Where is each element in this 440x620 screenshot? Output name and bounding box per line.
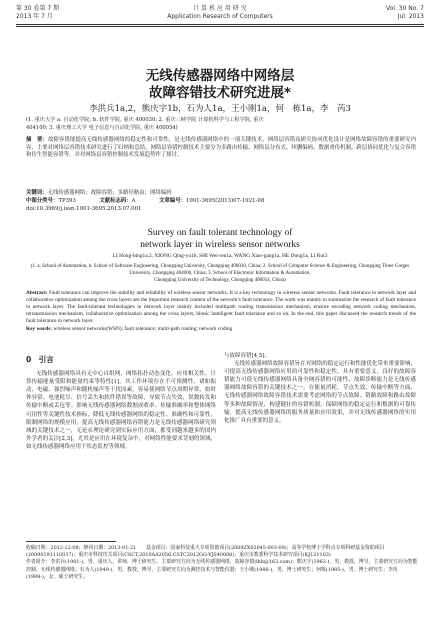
keywords-label: 关键词： — [26, 190, 48, 196]
doc-label: 文献标志码： — [99, 198, 132, 204]
english-affil-line2: Chongqing University of Technology, Chongqing 400054, China) — [154, 278, 286, 283]
paper-title-line2: 故障容错技术研究进展* — [148, 85, 292, 101]
art-label: 文章编号： — [159, 198, 186, 204]
header-volume-issue: 第 30 卷第 7 期 — [16, 5, 60, 12]
classification-line — [26, 198, 416, 206]
english-abstract — [26, 290, 416, 333]
paper-affiliations — [26, 116, 420, 132]
footnote-rule — [26, 541, 116, 542]
paper-title — [20, 68, 420, 102]
header-rule-bottom — [16, 26, 424, 27]
header-journal — [16, 5, 424, 21]
header-journal-cn: 计 算 机 应 用 研 究 — [193, 5, 247, 12]
affiliations-line1: (1. 重庆大学 a. 自动化学院; b. 软件学院, 重庆 400030; 2. 重庆三峡学院 计算机科学与工程学院, 重庆 — [26, 117, 264, 123]
paper-authors: 李洪兵1a,2，熊庆宇1b，石为人1a，王小刚1a，何 栋1a，李 芮3 — [89, 104, 351, 114]
body-paragraph: 无线传感器网络具有无中心自组网、网络拓扑动态变化、应用相关性、计算传输能量受限和能量约束等特性[1]。其工作环境存在不可预测性，诸如振动、电磁、强烈噪声和随机噪声等干扰因素，容易使网络节点周期异常，如时钟异常、电池耗尽、信号丢失和软件错误等故障，导致节点失效、误数转发和传输中断或丢包等。影响无线传感器网络数据成收率、传输准确率和整体网络可用性等关键性技术指标，降低无线传感器网络的稳定性、准确性和可靠性，限制网络的规模应用，提高无线传感器网络容错能力是无线传感器网络研究领域的关键技术之一，无论从理论研究到实际应用方面，都受到越来越多的国内外学者的关注[2,3]。尤其是应用在环境复杂中，对网络性能要求苛刻的领域，如无线传感器网络应用于状态监控等领域。 — [26, 371, 216, 450]
header-volume-en — [386, 5, 424, 21]
keywords-cn — [26, 190, 416, 198]
english-title-line2: network layer in wireless sensor networks — [140, 240, 300, 250]
art-value: 1001-3695(2013)07-1921-08 — [185, 198, 265, 204]
header-date-en: Jul. 2013 — [397, 13, 424, 20]
paper-title-line1: 无线传感器网络中网络层 — [145, 68, 295, 84]
body-paragraph-continued: 与故障容错[4,5]。 — [224, 353, 271, 359]
english-authors: LI Hong-bing1a,2, XIONG Qing-yu1b, SHI Wei-ren1a, WANG Xiao-gang1a, HE Dong1a, LI Rui3 — [112, 253, 328, 259]
footnote-authors: 作者简介：李洪兵(1981-)，男，重庆人，讲师，博士研究生，主要研究方向为无线传感器网络、故障容错(lhb@163.com)；熊庆宇(1962-)，男，教授，博导，主要研究方向为智能控制、无线传感器网络；石为人(1949-)，男，教授，博导，主要研究方向为测控技术与智能仪器；王小刚(1986-)，男，博士研究生；何栋(1985-)，男，博士研究生；李芮(1988-)，女，硕士研究生。 — [26, 559, 418, 580]
header-journal-en: Application Research of Computers — [167, 13, 273, 20]
body-column-left — [26, 352, 216, 451]
keywords-text: 无线传感器网络；故障容错；多路径路由；网络编码 — [47, 190, 172, 196]
section-heading-intro: 0 引言 — [26, 355, 54, 364]
abstract-text: 故障容错能提高无线传感器网络的稳定性和可靠性，是无线传感器网络中的一项关键技术。网络层容错及研究协同优化设计是网络故障容错的重要研究内容，主要对网络层容错技术研究进行了归纳和总结。网络层容错控制技术主要分为多路由传输、网络层分布式、纠删编码、数据重传机制、跨层协同优化与复合容错和仿生智能容错等，并对网络层容错控制技术发展趋势作了探讨。 — [26, 137, 416, 159]
doi-label: doi: — [26, 206, 37, 212]
footnotes — [26, 545, 418, 581]
affiliations-line2: 404100; 3. 重庆理工大学 电子信息与自动化学院, 重庆 400054) — [26, 125, 178, 131]
english-affil-line1: (1. a. School of Automation, b. School of Software Engineering, Chongqing University, Chongqing 400030, China; 2. School of Computer Science & Engineering, Chongqing Three Gorges University, Chongqing 404000, China; 3. School of Electronic Information & Automation, — [30, 264, 410, 276]
body-paragraph: 无线传感器网络故障容错旨在对网络的稳定运行和性能优化带来重要影响，可提高无线传感器网络应用的可靠性和稳定性，具有重要意义。良好的故障容错能力可使无线传感器网络具备全网容错的可能性，故障诊断能力是无线传感器网络故障容错的关键技术之一。在能量消耗、节点失效、传输中断等方面，无线传感器网络故障容错技术需要考虑网络的节点故障、链路故障和路由故障等多种故障情况，构建健壮的容错机制，保障网络的稳定运行和数据的可靠传输，提高无线传感器网络的服务质量和应用效果，并对无线传感器网络的实用化推广具有重要的意义。 — [224, 361, 416, 424]
header-rule-top — [16, 24, 424, 25]
english-title-line1: Survey on fault tolerant technology of — [147, 228, 293, 238]
cls-value: TP393 — [58, 198, 76, 204]
english-abstract-label: Abstract: — [26, 290, 48, 296]
english-keywords-label: Key words: — [26, 326, 53, 332]
doi-value: 10.3969/j.issn.1001-3695.2013.07.001 — [36, 206, 142, 212]
cls-label: 中图分类号： — [26, 198, 59, 204]
english-abstract-text: Fault tolerance can improve the stability and reliability of wireless sensor networks. It is a key technology in wireless sensor networks. Fault tolerance in network layer and collaborative optimization among the cross layers are the important research content of the network's fault tolerance. The work was mainly to summarize the research of fault tolerance in network layer. The fault-tolerant technologies in network layer mainly included multipath routing transmission mechanism, erasure encoding network coding mechanism, retransmission mechanism, collaborative optimization among the cross layers, bionic intelligent fault tolerance and so on. In the end, this paper discussed the research trends of the fault tolerance in network layer. — [26, 290, 417, 324]
body-column-right — [224, 352, 416, 425]
doi-line — [26, 206, 416, 214]
english-title — [40, 227, 400, 251]
footnote-received: 收稿日期：2012-12-08；修回日期：2013-01-21 基金项目：国家科技重大专项资助项目(2009ZX02045-003-09)；高等学校博士学科点专项科研基金资助项目(20090191110037)；重庆市科技攻关项目(CSCT,2010AA2056,CSTC2012GG-YJS40008)；重庆市教委科学技术研究项目(KJ121103) — [26, 545, 385, 559]
english-keywords-text: wireless sensor networks(WSN); fault tolerance; multi-path routing; network coding — [53, 326, 233, 332]
header-volume-issue-en: Vol. 30 No. 7 — [385, 5, 424, 12]
doc-value: A — [131, 198, 136, 204]
english-affiliations — [30, 263, 410, 284]
abstract-cn — [26, 137, 416, 160]
header-date: 2013 年 7 月 — [16, 13, 53, 20]
abstract-label: 摘 要： — [26, 137, 48, 143]
